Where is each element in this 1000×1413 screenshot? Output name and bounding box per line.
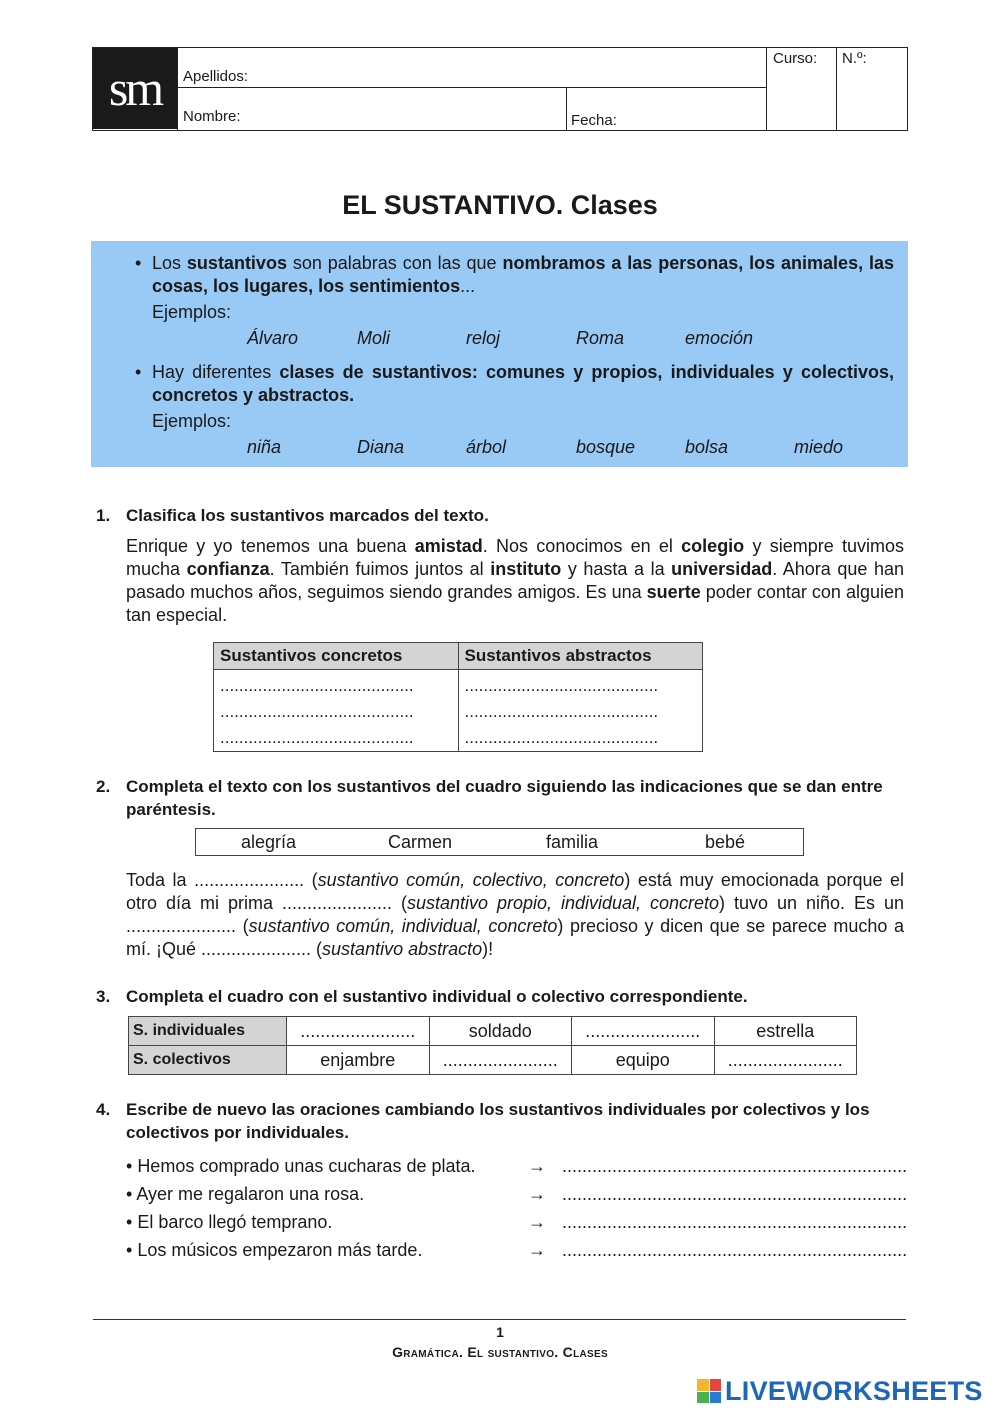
answer-line: ......................................... xyxy=(220,676,414,695)
text-segment: . También fuimos juntos al xyxy=(269,559,491,579)
example-word: niña xyxy=(247,437,282,457)
question-number: 2. xyxy=(96,777,111,796)
text-segment: . Nos conocimos en el xyxy=(482,536,682,556)
arrow-icon: → xyxy=(528,1212,546,1232)
q1-table xyxy=(213,642,703,752)
row-header-individuales: S. individuales xyxy=(129,1017,287,1046)
highlighted-noun: universidad xyxy=(671,559,773,579)
footer-title: Gramática. El sustantivo. Clases xyxy=(392,1344,608,1360)
question-1 xyxy=(96,504,906,527)
answer-line: ......................................... xyxy=(220,702,414,721)
question-2 xyxy=(96,775,904,821)
example-word: emoción xyxy=(685,328,754,348)
page-number: 1 xyxy=(496,1324,504,1340)
highlighted-noun: instituto xyxy=(490,559,562,579)
word-option: alegría xyxy=(241,832,297,852)
answer-cell[interactable]: ....................... xyxy=(572,1017,715,1046)
answer-line[interactable]: ..................................................................... xyxy=(562,1212,908,1232)
text-segment: ( xyxy=(236,916,249,936)
liveworksheets-watermark xyxy=(697,1376,983,1406)
page-title: EL SUSTANTIVO. Clases xyxy=(342,190,658,220)
given-word: equipo xyxy=(572,1046,715,1075)
sentence-item: • El barco llegó temprano. xyxy=(126,1212,333,1232)
fill-in-blank[interactable]: ...................... xyxy=(281,893,392,913)
text-segment: . Ahora que han pasado muchos años, seguimos siendo grandes amigos. Es una xyxy=(126,559,905,602)
answer-line: ......................................... xyxy=(464,702,659,721)
col-header-concretos: Sustantivos concretos xyxy=(214,643,459,670)
text-segment: poder contar con alguien tan especial. xyxy=(126,582,904,625)
numero-field[interactable]: N.º: xyxy=(842,50,867,67)
text-segment: )! xyxy=(482,939,494,959)
highlighted-noun: amistad xyxy=(414,536,483,556)
hint-text: sustantivo común, colectivo, concreto xyxy=(317,870,625,890)
example-word: bolsa xyxy=(685,437,729,457)
word-option: bebé xyxy=(705,832,746,852)
hint-text: sustantivo común, individual, concreto xyxy=(248,916,558,936)
q3-table xyxy=(128,1016,857,1075)
arrow-icon: → xyxy=(528,1240,546,1260)
q2-paragraph xyxy=(126,869,904,961)
question-number: 4. xyxy=(96,1100,111,1119)
text-segment: ) tuvo un niño. Es un xyxy=(719,893,904,913)
divider xyxy=(177,48,178,130)
row-header-colectivos: S. colectivos xyxy=(129,1046,287,1075)
answer-line: ......................................... xyxy=(464,676,659,695)
sentence-item: • Hemos comprado unas cucharas de plata. xyxy=(126,1156,476,1176)
question-number: 1. xyxy=(96,506,111,525)
divider xyxy=(177,87,766,88)
answer-line[interactable]: ..................................................................... xyxy=(562,1184,908,1204)
text-segment: ( xyxy=(311,939,323,959)
arrow-icon: → xyxy=(528,1184,546,1204)
examples-label: Ejemplos: xyxy=(152,302,232,322)
answer-line: ......................................... xyxy=(220,728,414,747)
example-word: Diana xyxy=(357,437,405,457)
fill-in-blank[interactable]: ...................... xyxy=(201,939,312,959)
fecha-field[interactable]: Fecha: xyxy=(571,112,617,129)
text-segment: y siempre tuvimos mucha xyxy=(126,536,905,579)
question-text: Completa el cuadro con el sustantivo individual o colectivo correspondiente. xyxy=(126,987,748,1006)
answer-cell[interactable]: ....................... xyxy=(714,1046,857,1075)
question-text: Escribe de nuevo las oraciones cambiando los sustantivos individuales por colectivos y los colectivos por individuales. xyxy=(126,1100,870,1142)
answer-cell-concretos[interactable] xyxy=(214,670,459,752)
curso-field[interactable]: Curso: xyxy=(773,50,818,67)
text-segment: ( xyxy=(304,870,318,890)
given-word: estrella xyxy=(714,1017,857,1046)
example-word: árbol xyxy=(466,437,507,457)
answer-cell-abstractos[interactable] xyxy=(458,670,703,752)
word-option: familia xyxy=(546,832,599,852)
q1-paragraph xyxy=(126,535,904,627)
word-box xyxy=(195,828,804,856)
text-segment: ) está muy emocionada porque el otro día mi prima xyxy=(126,870,905,913)
sentence-item: • Los músicos empezaron más tarde. xyxy=(126,1240,423,1260)
question-4 xyxy=(96,1098,904,1144)
word-option: Carmen xyxy=(388,832,453,852)
divider xyxy=(836,48,837,130)
col-header-abstractos: Sustantivos abstractos xyxy=(458,643,703,670)
example-word: reloj xyxy=(466,328,501,348)
question-3 xyxy=(96,985,904,1008)
highlighted-noun: colegio xyxy=(681,536,745,556)
header-box xyxy=(92,47,908,131)
answer-cell[interactable]: ....................... xyxy=(429,1046,572,1075)
example-word: miedo xyxy=(794,437,844,457)
example-word: bosque xyxy=(576,437,636,457)
text-segment: ( xyxy=(391,893,407,913)
highlighted-noun: suerte xyxy=(646,582,701,602)
liveworksheets-logo-icon xyxy=(697,1379,721,1403)
text-segment: y hasta a la xyxy=(561,559,672,579)
apellidos-field[interactable]: Apellidos: xyxy=(183,68,249,85)
text-segment: ) precioso y dicen que se parece mucho a mí. ¡Qué xyxy=(126,916,904,959)
brand-text: LIVEWORKSHEETS xyxy=(725,1375,983,1406)
question-text: Completa el texto con los sustantivos del cuadro siguiendo las indicaciones que se dan entre paréntesis. xyxy=(126,777,883,819)
info-bullet-1: • Los sustantivos son palabras con las que nombramos a las personas, los animales, las cosas, los lugares, los sentimientos... xyxy=(135,253,894,296)
arrow-icon: → xyxy=(528,1156,546,1176)
footer-divider xyxy=(93,1319,906,1320)
example-word: Moli xyxy=(357,328,391,348)
given-word: enjambre xyxy=(287,1046,430,1075)
given-word: soldado xyxy=(429,1017,572,1046)
example-word: Álvaro xyxy=(247,328,299,348)
hint-text: sustantivo abstracto xyxy=(322,939,483,959)
text-segment: Enrique y yo tenemos una buena xyxy=(126,536,415,556)
nombre-field[interactable]: Nombre: xyxy=(183,108,241,125)
answer-line: ......................................... xyxy=(464,728,659,747)
info-bullet-2: • Hay diferentes clases de sustantivos: comunes y propios, individuales y colectivos, concretos y abstractos. xyxy=(135,362,895,405)
answer-line[interactable]: ..................................................................... xyxy=(562,1240,908,1260)
answer-cell[interactable]: ....................... xyxy=(287,1017,430,1046)
question-number: 3. xyxy=(96,987,111,1006)
question-text: Clasifica los sustantivos marcados del texto. xyxy=(126,506,489,525)
sentence-item: • Ayer me regalaron una rosa. xyxy=(126,1184,365,1204)
fill-in-blank[interactable]: ...................... xyxy=(126,916,237,936)
fill-in-blank[interactable]: ...................... xyxy=(194,870,305,890)
divider xyxy=(566,87,567,130)
text-segment: Toda la xyxy=(126,870,195,890)
highlighted-noun: confianza xyxy=(186,559,270,579)
divider xyxy=(766,48,767,130)
answer-line[interactable]: ..................................................................... xyxy=(562,1156,908,1176)
examples-label: Ejemplos: xyxy=(152,411,232,431)
hint-text: sustantivo propio, individual, concreto xyxy=(406,893,720,913)
publisher-logo: sm xyxy=(93,48,177,129)
example-word: Roma xyxy=(576,328,625,348)
